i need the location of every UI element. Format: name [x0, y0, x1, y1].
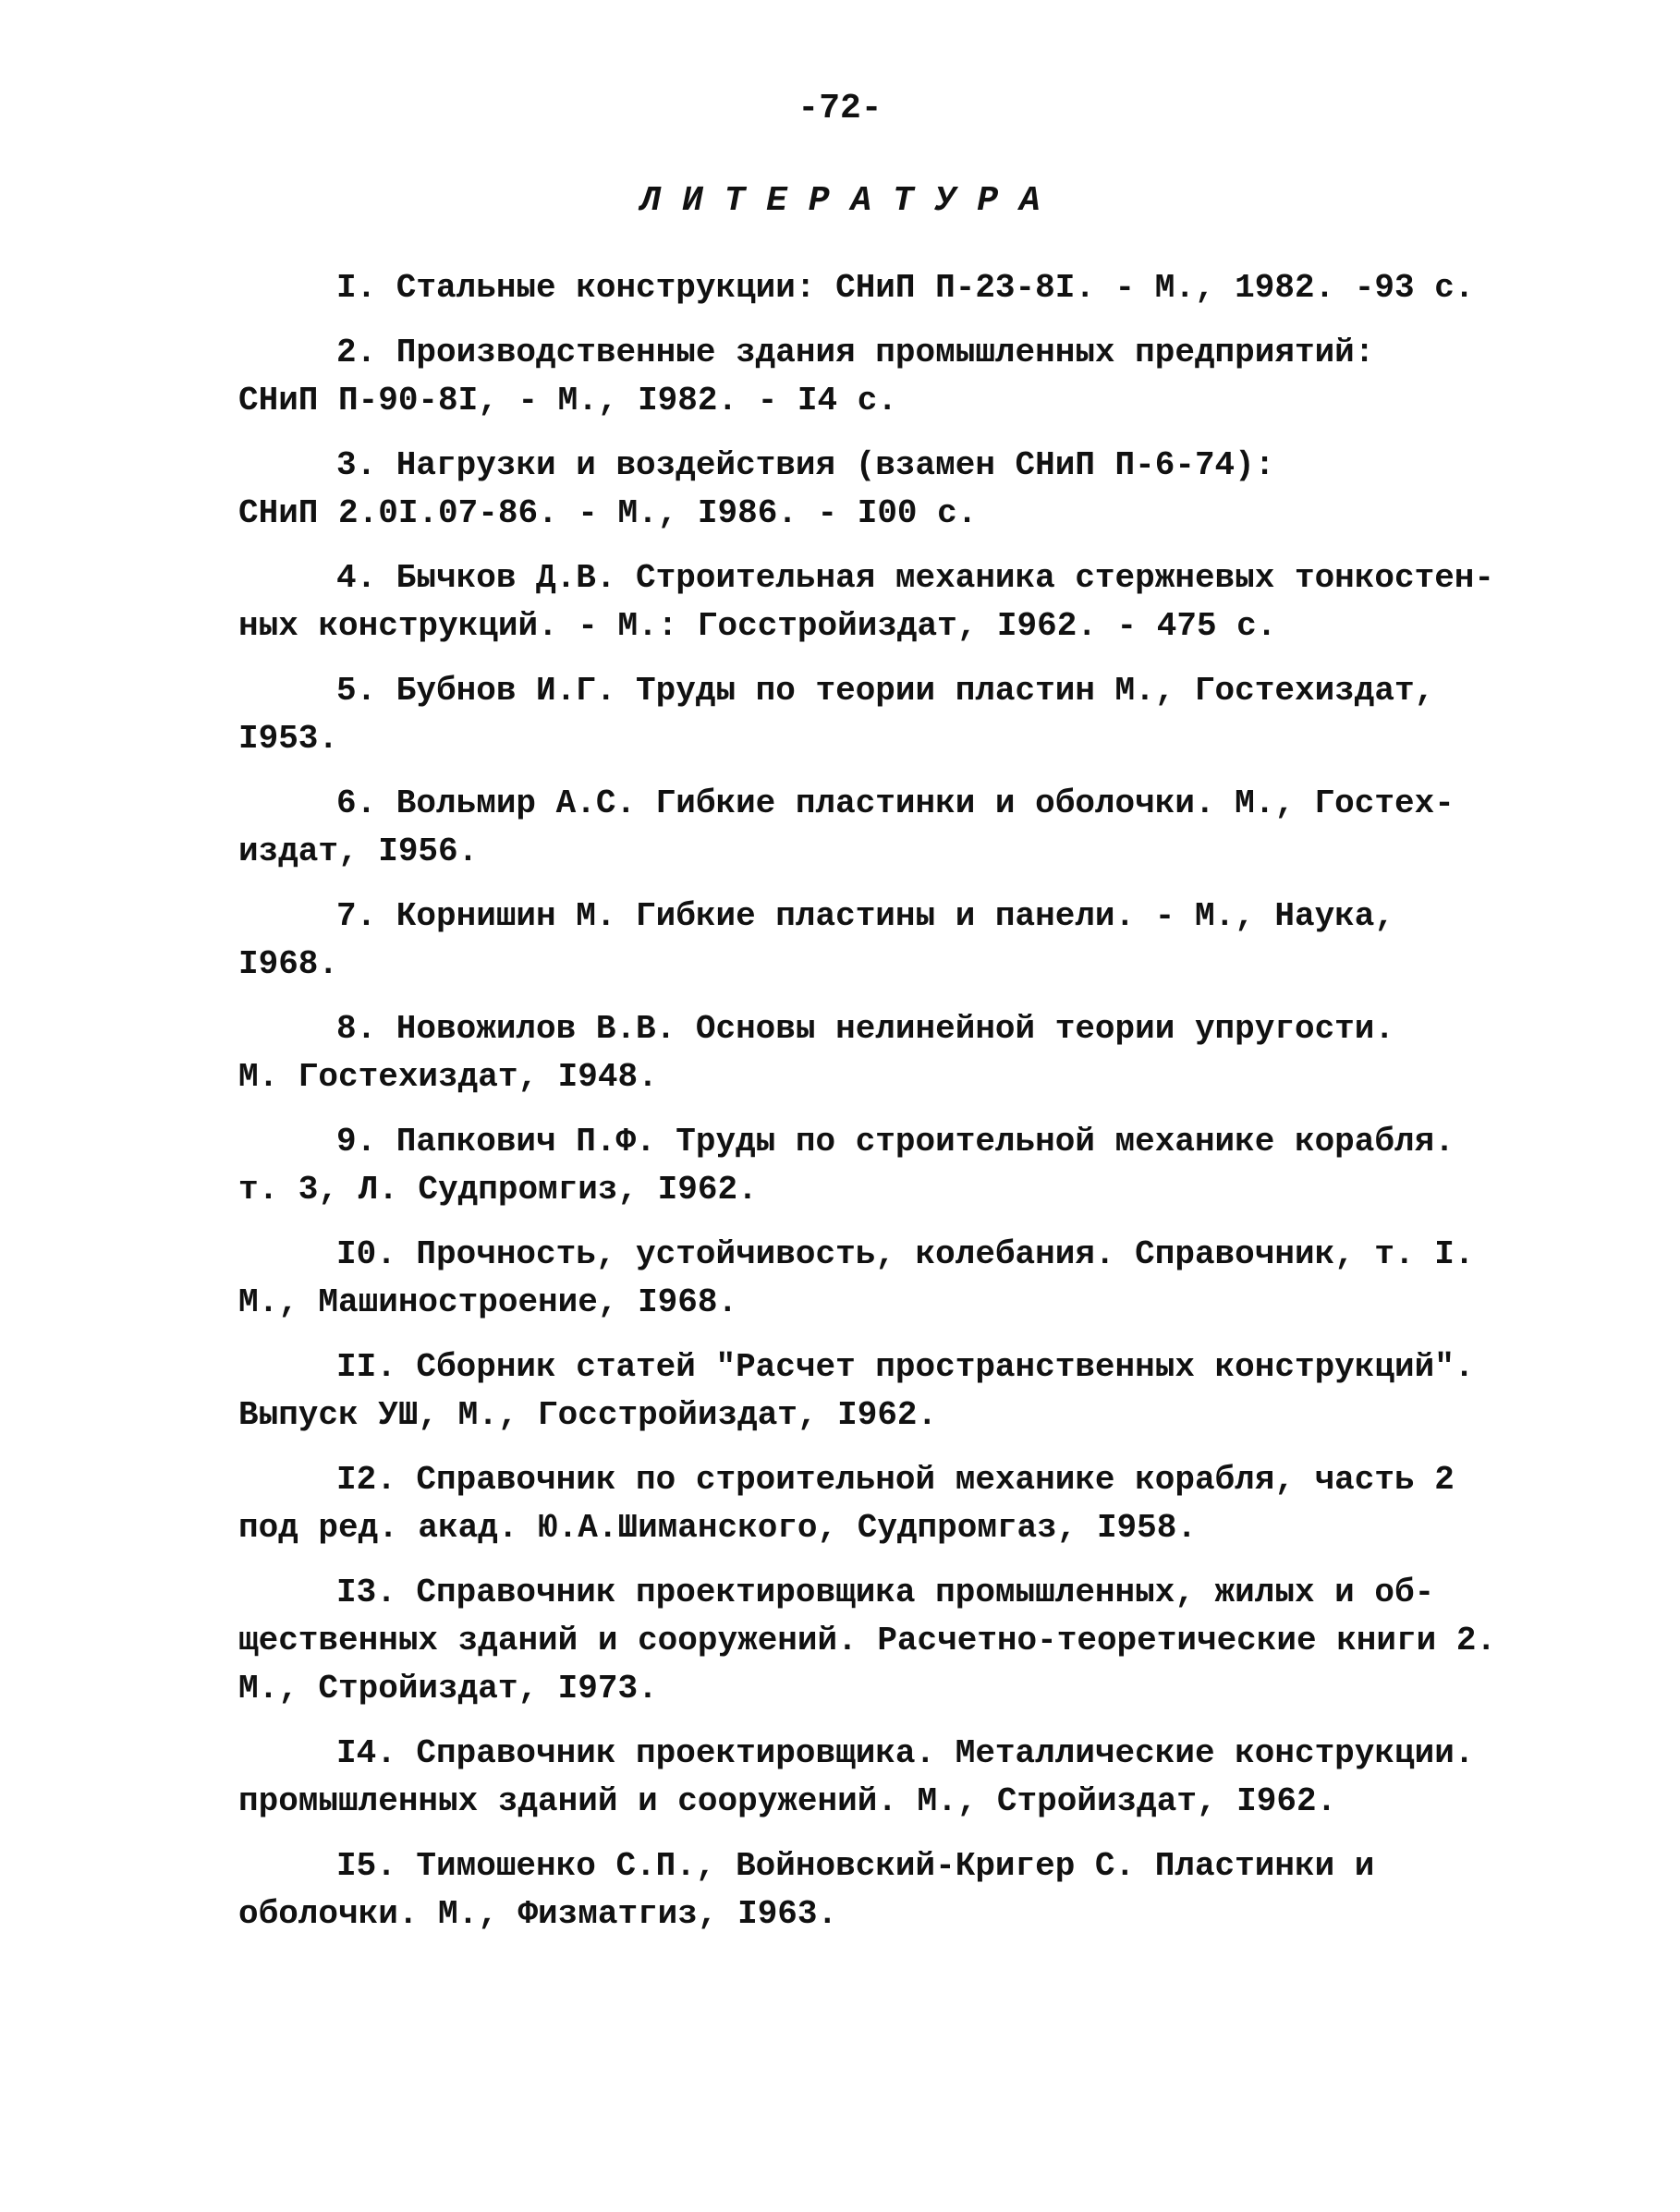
page-number: -72- — [797, 89, 883, 128]
reference-line: М., Стройиздат, I973. — [238, 1670, 658, 1708]
reference-line: I4. Справочник проектировщика. Металлические конструкции. — [336, 1734, 1475, 1772]
reference-item — [238, 780, 1495, 876]
reference-line: II. Сборник статей "Расчет пространственных конструкций". — [336, 1348, 1475, 1386]
reference-item — [238, 554, 1495, 650]
reference-item — [238, 442, 1495, 538]
reference-line: I. Стальные конструкции: СНиП П-23-8I. - М., 1982. -93 с. — [336, 269, 1475, 307]
reference-line: I0. Прочность, устойчивость, колебания. Справочник, т. I. — [336, 1235, 1475, 1273]
reference-line: СНиП 2.0I.07-86. - М., I986. - I00 с. — [238, 494, 978, 532]
reference-line: I953. — [238, 720, 339, 758]
reference-line: М. Гостехиздат, I948. — [238, 1058, 658, 1096]
reference-item — [238, 1456, 1495, 1552]
reference-item — [238, 329, 1495, 425]
reference-line: издат, I956. — [238, 833, 479, 870]
reference-line: 4. Бычков Д.В. Строительная механика стержневых тонкостен- — [336, 559, 1495, 597]
reference-line: 7. Корнишин М. Гибкие пластины и панели. - М., Наука, — [336, 897, 1394, 935]
page-title: Л И Т Е Р А Т У Р А — [639, 181, 1041, 221]
reference-item — [238, 1005, 1495, 1101]
reference-line: I2. Справочник по строительной механике корабля, часть 2 — [336, 1461, 1455, 1499]
reference-line: 5. Бубнов И.Г. Труды по теории пластин М., Гостехиздат, — [336, 672, 1435, 710]
reference-line: 6. Вольмир А.С. Гибкие пластинки и оболочки. М., Гостех- — [336, 784, 1455, 822]
reference-line: 2. Производственные здания промышленных предприятий: — [336, 334, 1375, 371]
reference-line: Выпуск УШ, М., Госстройиздат, I962. — [238, 1396, 938, 1434]
reference-item — [238, 1842, 1495, 1939]
reference-line: 9. Папкович П.Ф. Труды по строительной механике корабля. — [336, 1123, 1455, 1161]
reference-line: I3. Справочник проектировщика промышленных, жилых и об- — [336, 1574, 1435, 1611]
reference-item — [238, 667, 1495, 763]
reference-item — [238, 1569, 1495, 1713]
reference-line: оболочки. М., Физматгиз, I963. — [238, 1895, 838, 1933]
reference-line: I5. Тимошенко С.П., Войновский-Кригер С. Пластинки и — [336, 1847, 1375, 1885]
reference-list — [238, 264, 1495, 1955]
reference-line: т. 3, Л. Судпромгиз, I962. — [238, 1171, 758, 1209]
reference-line: 8. Новожилов В.В. Основы нелинейной теории упругости. — [336, 1010, 1394, 1048]
reference-line: щественных зданий и сооружений. Расчетно-теоретические книги 2. — [238, 1622, 1497, 1659]
reference-item — [238, 264, 1495, 312]
reference-line: СНиП П-90-8I, - М., I982. - I4 с. — [238, 382, 897, 419]
reference-line: М., Машиностроение, I968. — [238, 1283, 738, 1321]
reference-line: промышленных зданий и сооружений. М., Стройиздат, I962. — [238, 1782, 1337, 1820]
reference-line: под ред. акад. Ю.А.Шиманского, Судпромгаз, I958. — [238, 1509, 1197, 1547]
reference-line: ных конструкций. - М.: Госстройиздат, I962. - 475 с. — [238, 607, 1277, 645]
reference-item — [238, 1231, 1495, 1327]
reference-item — [238, 1343, 1495, 1440]
reference-item — [238, 893, 1495, 989]
reference-item — [238, 1730, 1495, 1826]
reference-item — [238, 1118, 1495, 1214]
reference-line: I968. — [238, 945, 339, 983]
reference-line: 3. Нагрузки и воздействия (взамен СНиП П-6-74): — [336, 446, 1275, 484]
